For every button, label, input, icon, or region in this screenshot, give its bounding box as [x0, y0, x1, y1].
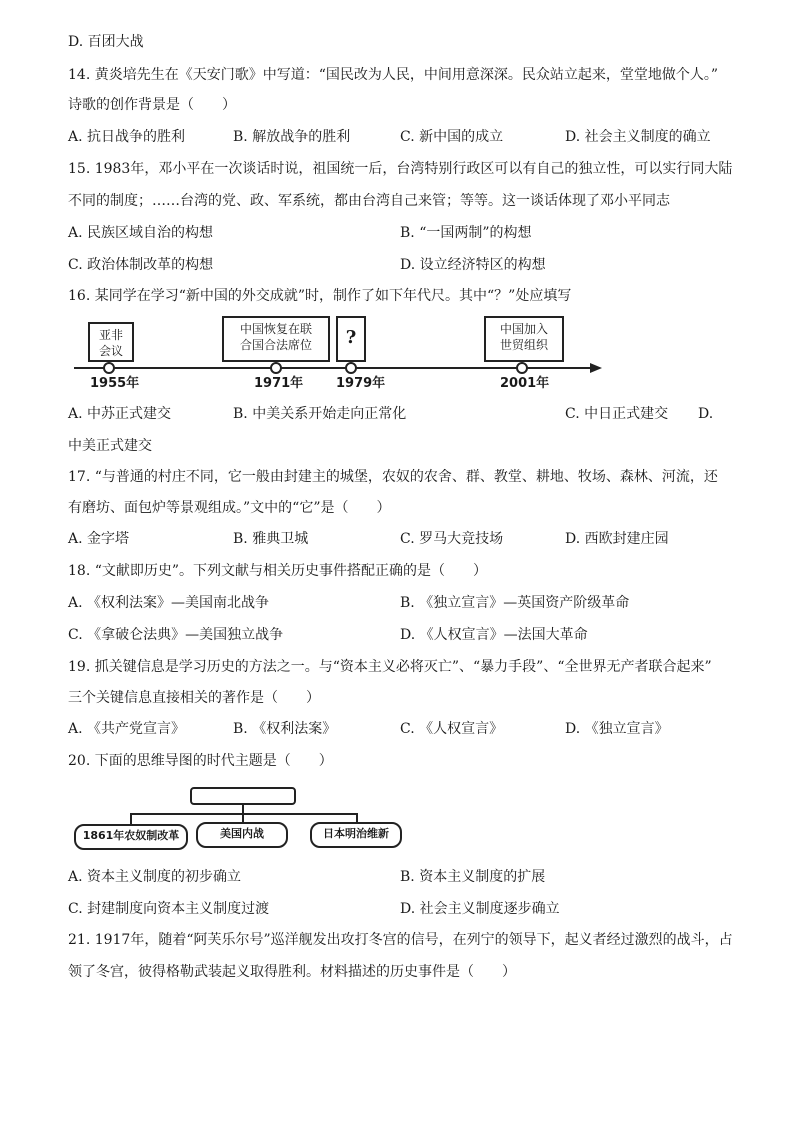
q15-option-a[interactable]: A. 民族区域自治的构想	[68, 225, 214, 241]
q18-option-c[interactable]: C. 《拿破仑法典》—美国独立战争	[68, 627, 284, 643]
mindmap-box-russia: 1861年农奴制改革	[74, 824, 188, 850]
q16-option-d[interactable]: D.	[698, 406, 714, 422]
q21-stem-line1: 21. 1917年，随着“阿芙乐尔号”巡洋舰发出攻打冬宫的信号，在列宁的领导下，起义者经过激烈的战斗，占	[68, 932, 733, 948]
timeline-year-1979: 1979年	[336, 376, 386, 391]
timeline-year-2001: 2001年	[500, 376, 550, 391]
q20-option-c[interactable]: C. 封建制度向资本主义制度过渡	[68, 901, 270, 917]
timeline-box-wto: 中国加入 世贸组织	[484, 316, 564, 362]
q18-option-a[interactable]: A. 《权利法案》—美国南北战争	[68, 595, 270, 611]
timeline-dot-1955	[103, 362, 115, 374]
timeline-box-question: ?	[336, 316, 366, 362]
q16-option-c[interactable]: C. 中日正式建交	[565, 406, 669, 422]
q14-stem-line2: 诗歌的创作背景是（ ）	[68, 97, 236, 113]
q14-option-c[interactable]: C. 新中国的成立	[400, 129, 504, 145]
q14-option-a[interactable]: A. 抗日战争的胜利	[68, 129, 186, 145]
q17-option-a[interactable]: A. 金字塔	[68, 531, 130, 547]
q19-option-c[interactable]: C. 《人权宣言》	[400, 721, 504, 737]
q20-option-a[interactable]: A. 资本主义制度的初步确立	[68, 869, 242, 885]
q14-option-d[interactable]: D. 社会主义制度的确立	[565, 129, 711, 145]
q15-stem-line1: 15. 1983年，邓小平在一次谈话时说，祖国统一后，台湾特别行政区可以有自己的独立性，可以实行同大陆	[68, 161, 733, 177]
timeline-arrow-icon	[590, 363, 602, 373]
timeline-year-1971: 1971年	[254, 376, 304, 391]
q14-option-b[interactable]: B. 解放战争的胜利	[233, 129, 351, 145]
q20-option-d[interactable]: D. 社会主义制度逐步确立	[400, 901, 560, 917]
timeline-dot-1971	[270, 362, 282, 374]
q19-option-b[interactable]: B. 《权利法案》	[233, 721, 337, 737]
q16-stem: 16. 某同学在学习“新中国的外交成就”时，制作了如下年代尺。其中“？”处应填写	[68, 288, 572, 304]
mindmap-branch-line	[130, 813, 358, 815]
timeline-dot-1979	[345, 362, 357, 374]
q15-option-d[interactable]: D. 设立经济特区的构想	[400, 257, 546, 273]
q18-option-d[interactable]: D. 《人权宣言》—法国大革命	[400, 627, 588, 643]
q14-stem-line1: 14. 黄炎培先生在《天安门歌》中写道：“国民改为人民，中间用意深深。民众站立起来，堂堂地做个人。”	[68, 67, 719, 83]
q18-option-b[interactable]: B. 《独立宣言》—英国资产阶级革命	[400, 595, 630, 611]
q21-stem-line2: 领了冬宫，彼得格勒武装起义取得胜利。材料描述的历史事件是（ ）	[68, 964, 516, 980]
q17-option-d[interactable]: D. 西欧封建庄园	[565, 531, 669, 547]
q13-option-d: D. 百团大战	[68, 34, 144, 50]
q15-option-c[interactable]: C. 政治体制改革的构想	[68, 257, 214, 273]
mindmap-box-us-civil-war: 美国内战	[196, 822, 288, 848]
timeline-box-un-seat: 中国恢复在联 合国合法席位	[222, 316, 330, 362]
timeline-axis	[74, 367, 592, 369]
timeline-box-bandung: 亚非 会议	[88, 322, 134, 362]
mindmap-top-blank-box	[190, 787, 296, 805]
q19-option-d[interactable]: D. 《独立宣言》	[565, 721, 669, 737]
q17-stem-line2: 有磨坊、面包炉等景观组成。”文中的“它”是（ ）	[68, 500, 391, 516]
q16-option-b[interactable]: B. 中美关系开始走向正常化	[233, 406, 407, 422]
q20-stem: 20. 下面的思维导图的时代主题是（ ）	[68, 753, 333, 769]
q17-option-c[interactable]: C. 罗马大竞技场	[400, 531, 504, 547]
q18-stem: 18. “文献即历史”。下列文献与相关历史事件搭配正确的是（ ）	[68, 563, 488, 579]
timeline-year-1955: 1955年	[90, 376, 140, 391]
q20-option-b[interactable]: B. 资本主义制度的扩展	[400, 869, 546, 885]
mindmap-box-meiji: 日本明治维新	[310, 822, 402, 848]
q15-stem-line2: 不同的制度；……台湾的党、政、军系统，都由台湾自己来管；等等。这一谈话体现了邓小平同志	[68, 193, 670, 209]
q17-stem-line1: 17. “与普通的村庄不同，它一般由封建主的城堡，农奴的农舍、群、教堂、耕地、牧场、森林、河流，还	[68, 469, 718, 485]
q16-option-a[interactable]: A. 中苏正式建交	[68, 406, 172, 422]
q19-stem-line1: 19. 抓关键信息是学习历史的方法之一。与“资本主义必将灭亡”、“暴力手段”、“全世界无产者联合起来”	[68, 659, 712, 675]
q15-option-b[interactable]: B. “一国两制”的构想	[400, 225, 532, 241]
q19-stem-line2: 三个关键信息直接相关的著作是（ ）	[68, 690, 320, 706]
q17-option-b[interactable]: B. 雅典卫城	[233, 531, 309, 547]
q19-option-a[interactable]: A. 《共产党宣言》	[68, 721, 186, 737]
q16-option-d-cont[interactable]: 中美正式建交	[68, 438, 152, 454]
timeline-dot-2001	[516, 362, 528, 374]
